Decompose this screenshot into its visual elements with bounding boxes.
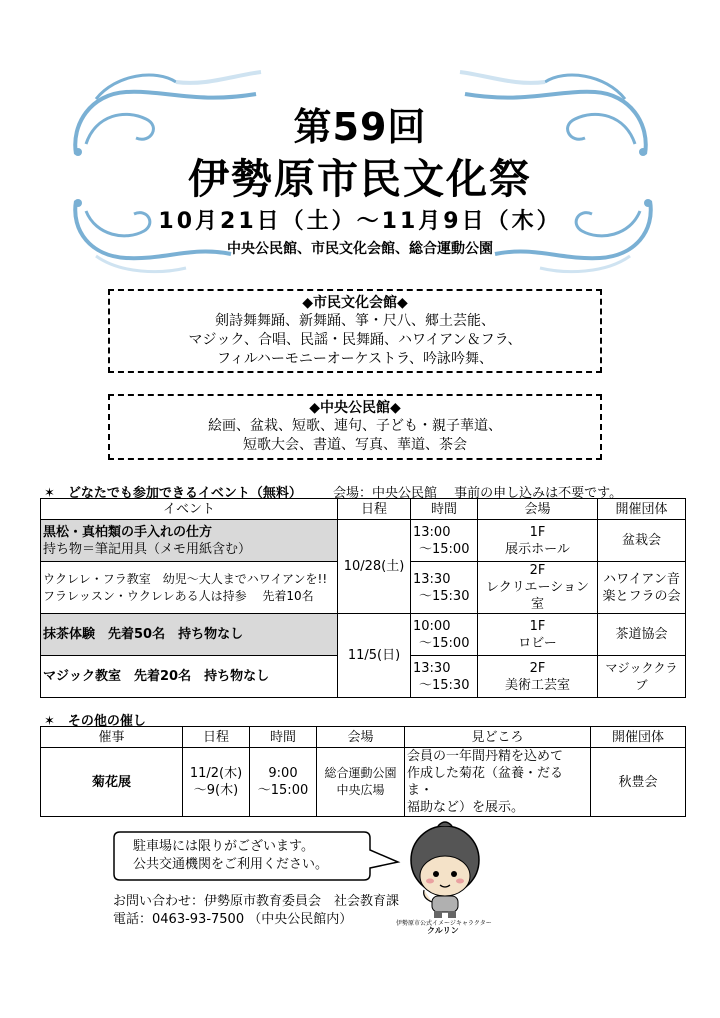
bunka-kaikan-line: フィルハーモニーオーケストラ、吟詠吟舞、 <box>217 351 493 367</box>
date-cell: 10/28(土) <box>338 520 411 614</box>
date-cell: 11/2(木) ～9(木) <box>183 748 250 817</box>
festival-venues: 中央公民館、市民文化会館、総合運動公園 <box>227 241 493 257</box>
organizer-cell: ハワイアン音 楽とフラの会 <box>598 562 686 614</box>
organizer-cell: 秋豊会 <box>591 748 686 817</box>
kominkan-heading: ◆中央公民館◆ <box>309 400 401 416</box>
bunka-kaikan-line: 剣詩舞舞踊、新舞踊、箏・尺八、郷土芸能、 <box>215 313 495 329</box>
header-name: 催事 <box>41 727 183 748</box>
kominkan-line: 短歌大会、書道、写真、華道、茶会 <box>243 437 467 453</box>
place-cell: 2F 美術工芸室 <box>478 656 598 698</box>
contact-line: お問い合わせ：伊勢原市教育委員会 社会教育課 <box>113 894 400 909</box>
header-organizer: 開催団体 <box>591 727 686 748</box>
events-section-title: ✶ どなたでも参加できるイベント（無料） <box>44 486 302 501</box>
others-table <box>40 726 686 817</box>
time-cell: 13:30 ～15:30 <box>411 656 478 698</box>
time-cell: 10:00 ～15:00 <box>411 614 478 656</box>
date-cell: 11/5(日) <box>338 614 411 698</box>
page-title: 伊勢原市民文化祭 <box>188 155 532 203</box>
place-cell: 2F レクリエーション室 <box>478 562 598 614</box>
notice-line: 公共交通機関をご利用ください。 <box>133 857 329 872</box>
place-cell: 1F 展示ホール <box>478 520 598 562</box>
time-cell: 9:00 ～15:00 <box>250 748 317 817</box>
header-time: 時間 <box>250 727 317 748</box>
name-cell: 菊花展 <box>41 748 183 817</box>
contact-phone: 電話：0463-93-7500 （中央公民館内） <box>113 912 353 927</box>
table-row <box>41 614 686 656</box>
header-time: 時間 <box>411 499 478 520</box>
table-row <box>41 520 686 562</box>
highlights-cell: 会員の一年間丹精を込めて 作成した菊花（盆養・だるま・ 福助など）を展示。 <box>405 748 591 817</box>
event-cell: 抹茶体験 先着50名 持ち物なし <box>41 614 338 656</box>
festival-dates: 10月21日（土）～11月9日（木） <box>158 209 562 234</box>
event-cell: ウクレレ・フラ教室 幼児～大人までハワイアンを!! フラレッスン・ウクレレある人は持参 先着10名 <box>41 562 338 614</box>
title-edition: 第59回 <box>293 105 427 149</box>
mascot-caption: 伊勢原市公式イメージキャラクター <box>396 920 492 927</box>
place-cell: 総合運動公園 中央広場 <box>317 748 405 817</box>
bunka-kaikan-heading: ◆市民文化会館◆ <box>302 295 408 311</box>
header-event: イベント <box>41 499 338 520</box>
others-section-title: ✶ その他の催し <box>44 714 146 729</box>
kominkan-box <box>108 394 602 460</box>
header-highlights: 見どころ <box>405 727 591 748</box>
header-date: 日程 <box>183 727 250 748</box>
time-cell: 13:00 ～15:00 <box>411 520 478 562</box>
time-cell: 13:30 ～15:30 <box>411 562 478 614</box>
event-cell: マジック教室 先着20名 持ち物なし <box>41 656 338 698</box>
event-cell: 黒松・真柏類の手入れの仕方 持ち物＝筆記用具（メモ用紙含む） <box>41 520 338 562</box>
table-header-row <box>41 727 686 748</box>
events-table <box>40 498 686 698</box>
organizer-cell: マジッククラブ <box>598 656 686 698</box>
header-date: 日程 <box>338 499 411 520</box>
place-cell: 1F ロビー <box>478 614 598 656</box>
organizer-cell: 茶道協会 <box>598 614 686 656</box>
header-place: 会場 <box>478 499 598 520</box>
organizer-cell: 盆栽会 <box>598 520 686 562</box>
table-row <box>41 748 686 817</box>
notice-line: 駐車場には限りがございます。 <box>133 839 314 854</box>
kominkan-line: 絵画、盆栽、短歌、連句、子ども・親子華道、 <box>208 418 502 434</box>
mascot-illustration-icon <box>400 818 490 922</box>
bunka-kaikan-box <box>108 289 602 373</box>
table-header-row <box>41 499 686 520</box>
header-organizer: 開催団体 <box>598 499 686 520</box>
header-place: 会場 <box>317 727 405 748</box>
bunka-kaikan-line: マジック、合唱、民謡・民舞踊、ハワイアン＆フラ、 <box>188 332 522 348</box>
mascot-name: クルリン <box>427 926 459 935</box>
events-section-note: 会場：中央公民館 事前の申し込みは不要です。 <box>333 486 623 501</box>
